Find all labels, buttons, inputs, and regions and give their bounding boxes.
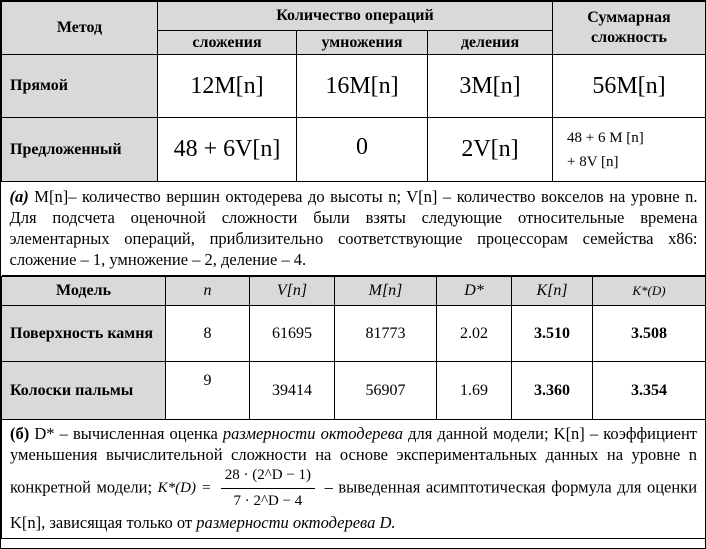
note-a-label: (а) [9, 187, 29, 206]
formula-lhs: K*(D) = [157, 480, 212, 497]
model-row-palm-name: Колоски пальмы [2, 362, 166, 420]
row-proposed-total-line1: 48 + 6 M [n] [567, 129, 644, 146]
model-row-stone-name: Поверхность камня [2, 306, 166, 362]
row-proposed-total-line2: + 8V [n] [567, 153, 619, 170]
row-proposed-div: 2V[n] [428, 118, 553, 182]
model-row-stone-v: 61695 [250, 306, 335, 362]
operations-table [1, 1, 706, 276]
header-method: Метод [2, 2, 158, 55]
row-direct-add: 12M[n] [158, 55, 297, 118]
row-proposed-total [553, 118, 706, 182]
header-operations: Количество операций [158, 2, 553, 31]
note-b-label: (б) [10, 424, 30, 443]
model-row-palm-k: 3.360 [512, 362, 593, 420]
header-total: Суммарная сложность [553, 2, 706, 55]
header-m: M[n] [335, 277, 437, 306]
note-b-part1: D* – вычисленная оценка [34, 424, 218, 443]
model-row-palm-v: 39414 [250, 362, 335, 420]
header-model: Модель [2, 277, 166, 306]
model-row-palm-d: 1.69 [437, 362, 512, 420]
model-row-palm-n: 9 [166, 362, 250, 420]
row-direct-name: Прямой [2, 55, 158, 118]
header-v: V[n] [250, 277, 335, 306]
model-row-palm-m: 56907 [335, 362, 437, 420]
models-table [1, 276, 706, 539]
note-a-text: M[n]– количество вершин октодерева до высоты n; V[n] – количество вокселов на уровне n. Для подсчета оценочной сложности были взяты следующие относительные времена элементарных операций, приблизительно соответствующие процессорам семейства x86: сложение – 1, умножение – 2, деление – 4. [9, 187, 698, 269]
model-row-palm-kd: 3.354 [593, 362, 706, 420]
row-direct-div: 3M[n] [428, 55, 553, 118]
model-row-stone-m: 81773 [335, 306, 437, 362]
header-k: K[n] [512, 277, 593, 306]
formula-fraction [221, 465, 315, 512]
header-d: D* [437, 277, 512, 306]
row-proposed-name: Предложенный [2, 118, 158, 182]
model-row-stone-d: 2.02 [437, 306, 512, 362]
header-add: сложения [158, 31, 297, 55]
note-b-part1-italic: размерности октодерева [222, 424, 404, 443]
note-b-part2: для данной модели; K[n] – коэффициент уменьшения вычислительной сложности на основе экспериментальных данных на уровне n конкретной модели; [10, 424, 697, 497]
header-mul: умножения [297, 31, 428, 55]
note-a [2, 182, 706, 276]
model-row-stone-kd: 3.508 [593, 306, 706, 362]
row-direct-total: 56M[n] [553, 55, 706, 118]
row-proposed-add: 48 + 6V[n] [158, 118, 297, 182]
model-row-stone-n: 8 [166, 306, 250, 362]
note-b-part3-italic: размерности октодерева D. [196, 513, 396, 532]
header-n: n [166, 277, 250, 306]
note-b-part3: – выведенная асимптотическая формула для оценки K[n], зависящая только от [10, 477, 698, 532]
model-row-stone-k: 3.510 [512, 306, 593, 362]
header-div: деления [428, 31, 553, 55]
formula-numerator: 28 · (2^D − 1) [221, 465, 315, 489]
note-b [2, 420, 706, 539]
formula-denominator: 7 · 2^D − 4 [233, 493, 303, 509]
row-direct-mul: 16M[n] [297, 55, 428, 118]
header-kd: K*(D) [593, 277, 706, 306]
row-proposed-mul: 0 [297, 118, 428, 182]
